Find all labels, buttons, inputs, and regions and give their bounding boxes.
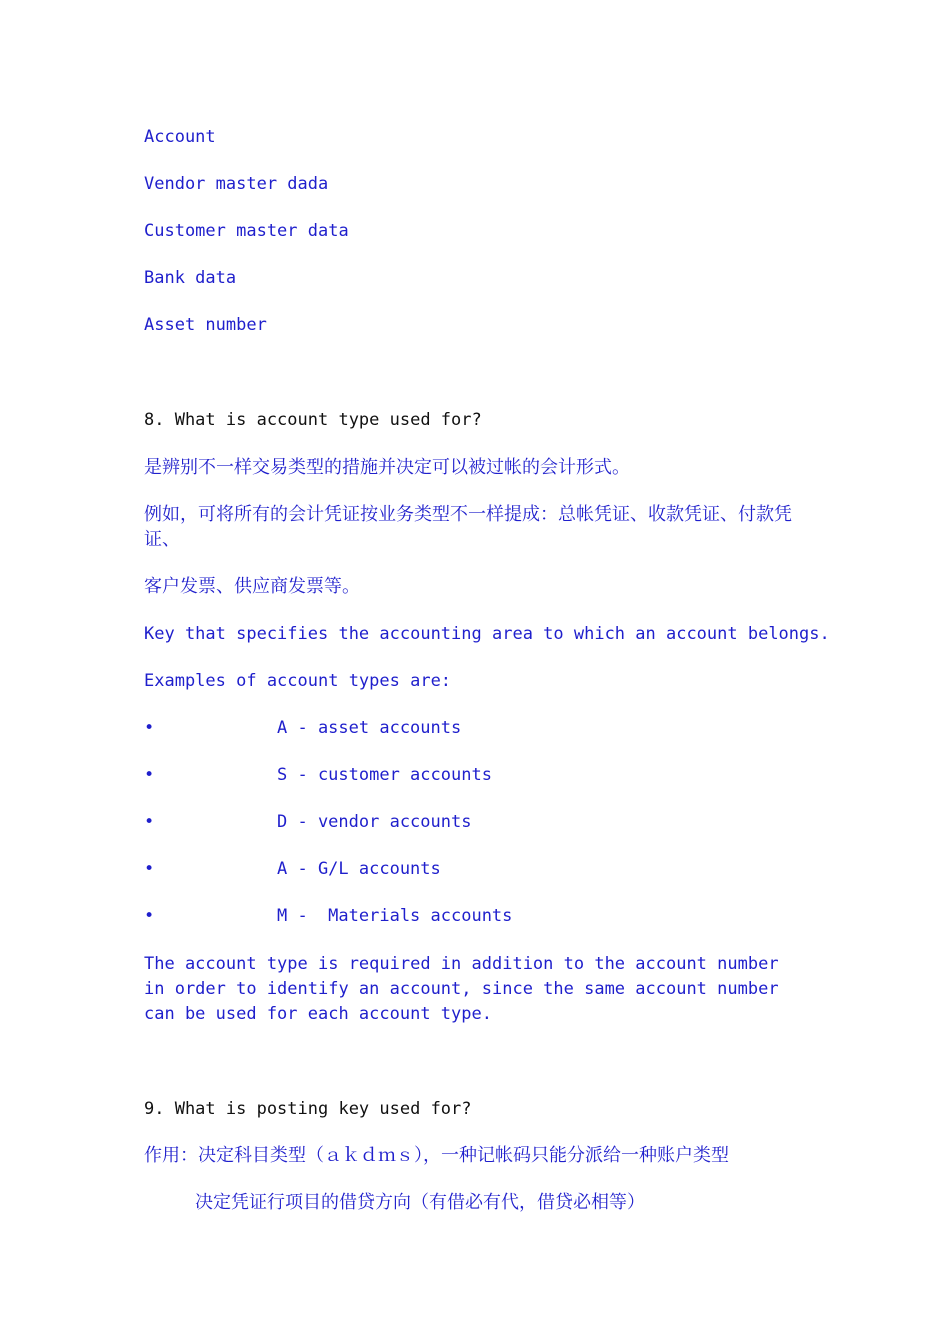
list-item-account: Account [144,127,216,147]
q8-answer-cn-line1: 是辨别不一样交易类型的措施并决定可以被过帐的会计形式。 [144,457,630,478]
bullet-icon: • [144,765,155,785]
list-item-bank-data: Bank data [144,268,237,288]
q8-answer-cn-paragraph: 例如，可将所有的会计凭证按业务类型不一样提成：总帐凭证、收款凭证、付款凭证、 [144,504,792,550]
q9-answer-cn-line2: 决定凭证行项目的借贷方向（有借必有代，借贷必相等） [195,1192,645,1213]
bullet-text: D - vendor accounts [277,812,472,832]
q8-examples-heading: Examples of account types are: [144,671,452,691]
list-item-asset-number: Asset number [144,315,267,335]
bullet-text: S - customer accounts [277,765,492,785]
list-item-customer-master-data: Customer master data [144,221,349,241]
bullet-text: A - asset accounts [277,718,462,738]
bullet-icon: • [144,718,155,738]
bullet-icon: • [144,812,155,832]
list-item-vendor-master-data: Vendor master dada [144,174,329,194]
question-9-heading: 9. What is posting key used for? [144,1099,472,1119]
bullet-text: A - G/L accounts [277,859,441,879]
question-8-heading: 8. What is account type used for? [144,410,482,430]
bullet-icon: • [144,859,155,879]
q8-answer-en-paragraph: The account type is required in addition to the account number in order to identify an account, since the same account number can be used for each account type. [144,954,779,1024]
q9-answer-cn-line1: 作用：决定科目类型（ａｋｄｍｓ），一种记帐码只能分派给一种账户类型 [144,1145,729,1166]
q8-answer-cn-line3: 客户发票、供应商发票等。 [144,576,360,597]
q8-answer-en-key: Key that specifies the accounting area to which an account belongs. [144,624,830,644]
bullet-icon: • [144,906,155,926]
bullet-text: M - Materials accounts [277,906,513,926]
